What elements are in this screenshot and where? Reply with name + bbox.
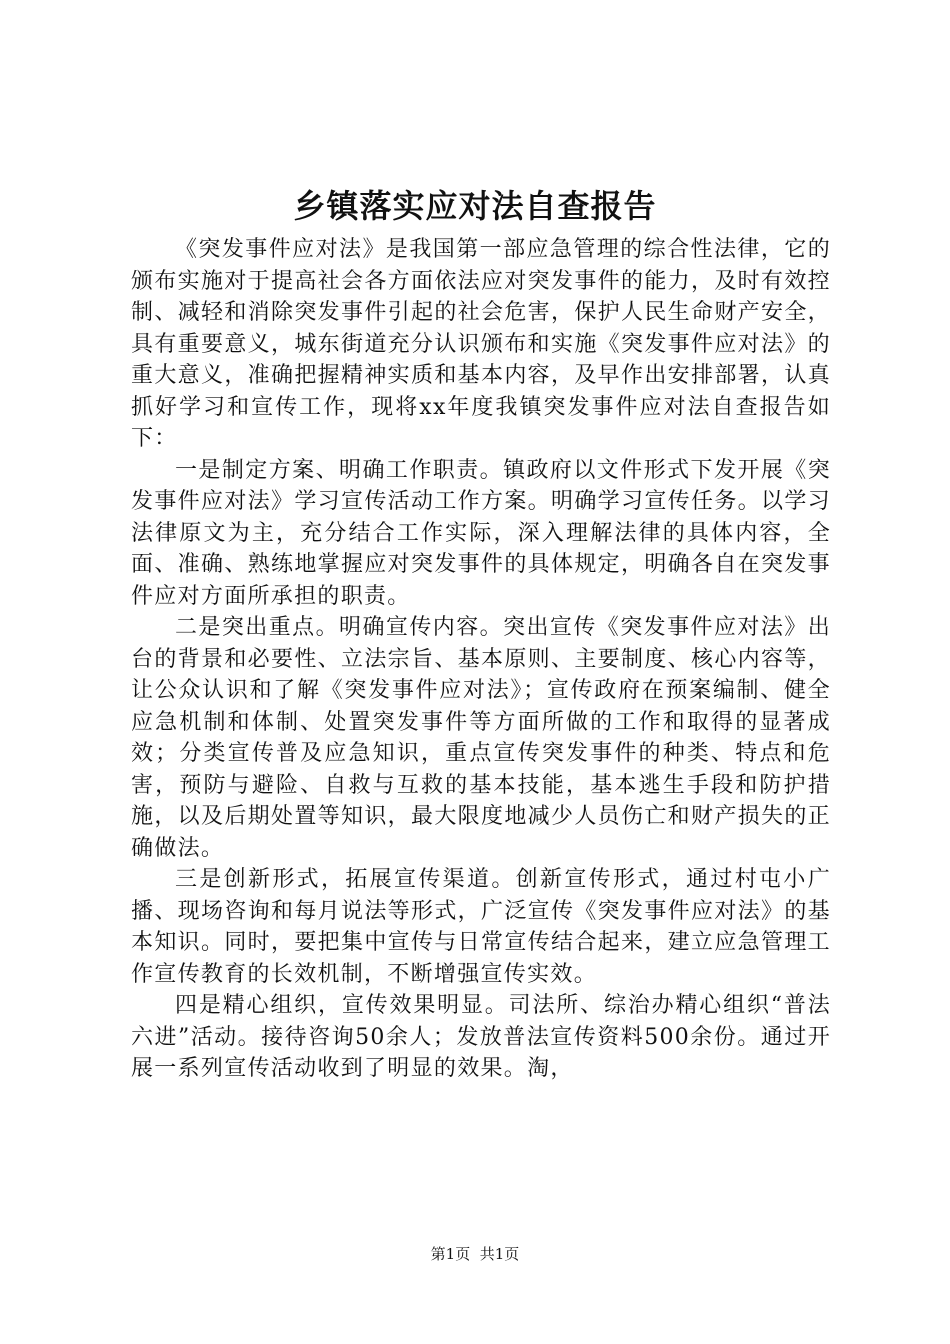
paragraph-intro: 《突发事件应对法》是我国第一部应急管理的综合性法律，它的颁布实施对于提高社会各方面依法应对突发事件的能力，及时有效控制、减轻和消除突发事件引起的社会危害，保护人民生命财产安全，具有重要意义，城东街道充分认识颁布和实施《突发事件应对法》的重大意义，准确把握精神实质和基本内容，及早作出安排部署，认真抓好学习和宣传工作，现将xx年度我镇突发事件应对法自查报告如下： [131, 237, 831, 451]
paragraph-point-2: 二是突出重点。明确宣传内容。突出宣传《突发事件应对法》出台的背景和必要性、立法宗旨、基本原则、主要制度、核心内容等，让公众认识和了解《突发事件应对法》；宣传政府在预案编制、健全应急机制和体制、处置突发事件等方面所做的工作和取得的显著成效；分类宣传普及应急知识，重点宣传突发事件的种类、特点和危害，预防与避险、自救与互救的基本技能，基本逃生手段和防护措施，以及后期处置等知识，最大限度地减少人员伤亡和财产损失的正确做法。 [131, 615, 831, 861]
page-total: 共1页 [479, 1245, 520, 1263]
paragraph-point-1: 一是制定方案、明确工作职责。镇政府以文件形式下发开展《突发事件应对法》学习宣传活动工作方案。明确学习宣传任务。以学习法律原文为主，充分结合工作实际，深入理解法律的具体内容，全面、准确、熟练地掌握应对突发事件的具体规定，明确各自在突发事件应对方面所承担的职责。 [131, 457, 831, 609]
paragraph-point-3: 三是创新形式，拓展宣传渠道。创新宣传形式，通过村屯小广播、现场咨询和每月说法等形式，广泛宣传《突发事件应对法》的基本知识。同时，要把集中宣传与日常宣传结合起来，建立应急管理工作宣传教育的长效机制，不断增强宣传实效。 [131, 867, 831, 987]
paragraph-point-4: 四是精心组织，宣传效果明显。司法所、综治办精心组织“普法六进”活动。接待咨询50余人；发放普法宣传资料500余份。通过开展一系列宣传活动收到了明显的效果。淘， [131, 993, 831, 1081]
page-footer [0, 1244, 950, 1264]
page-number: 第1页 [430, 1245, 471, 1263]
document-title: 乡镇落实应对法自查报告 [293, 187, 657, 225]
document-body [131, 234, 831, 1085]
footer-separator [470, 1245, 480, 1263]
